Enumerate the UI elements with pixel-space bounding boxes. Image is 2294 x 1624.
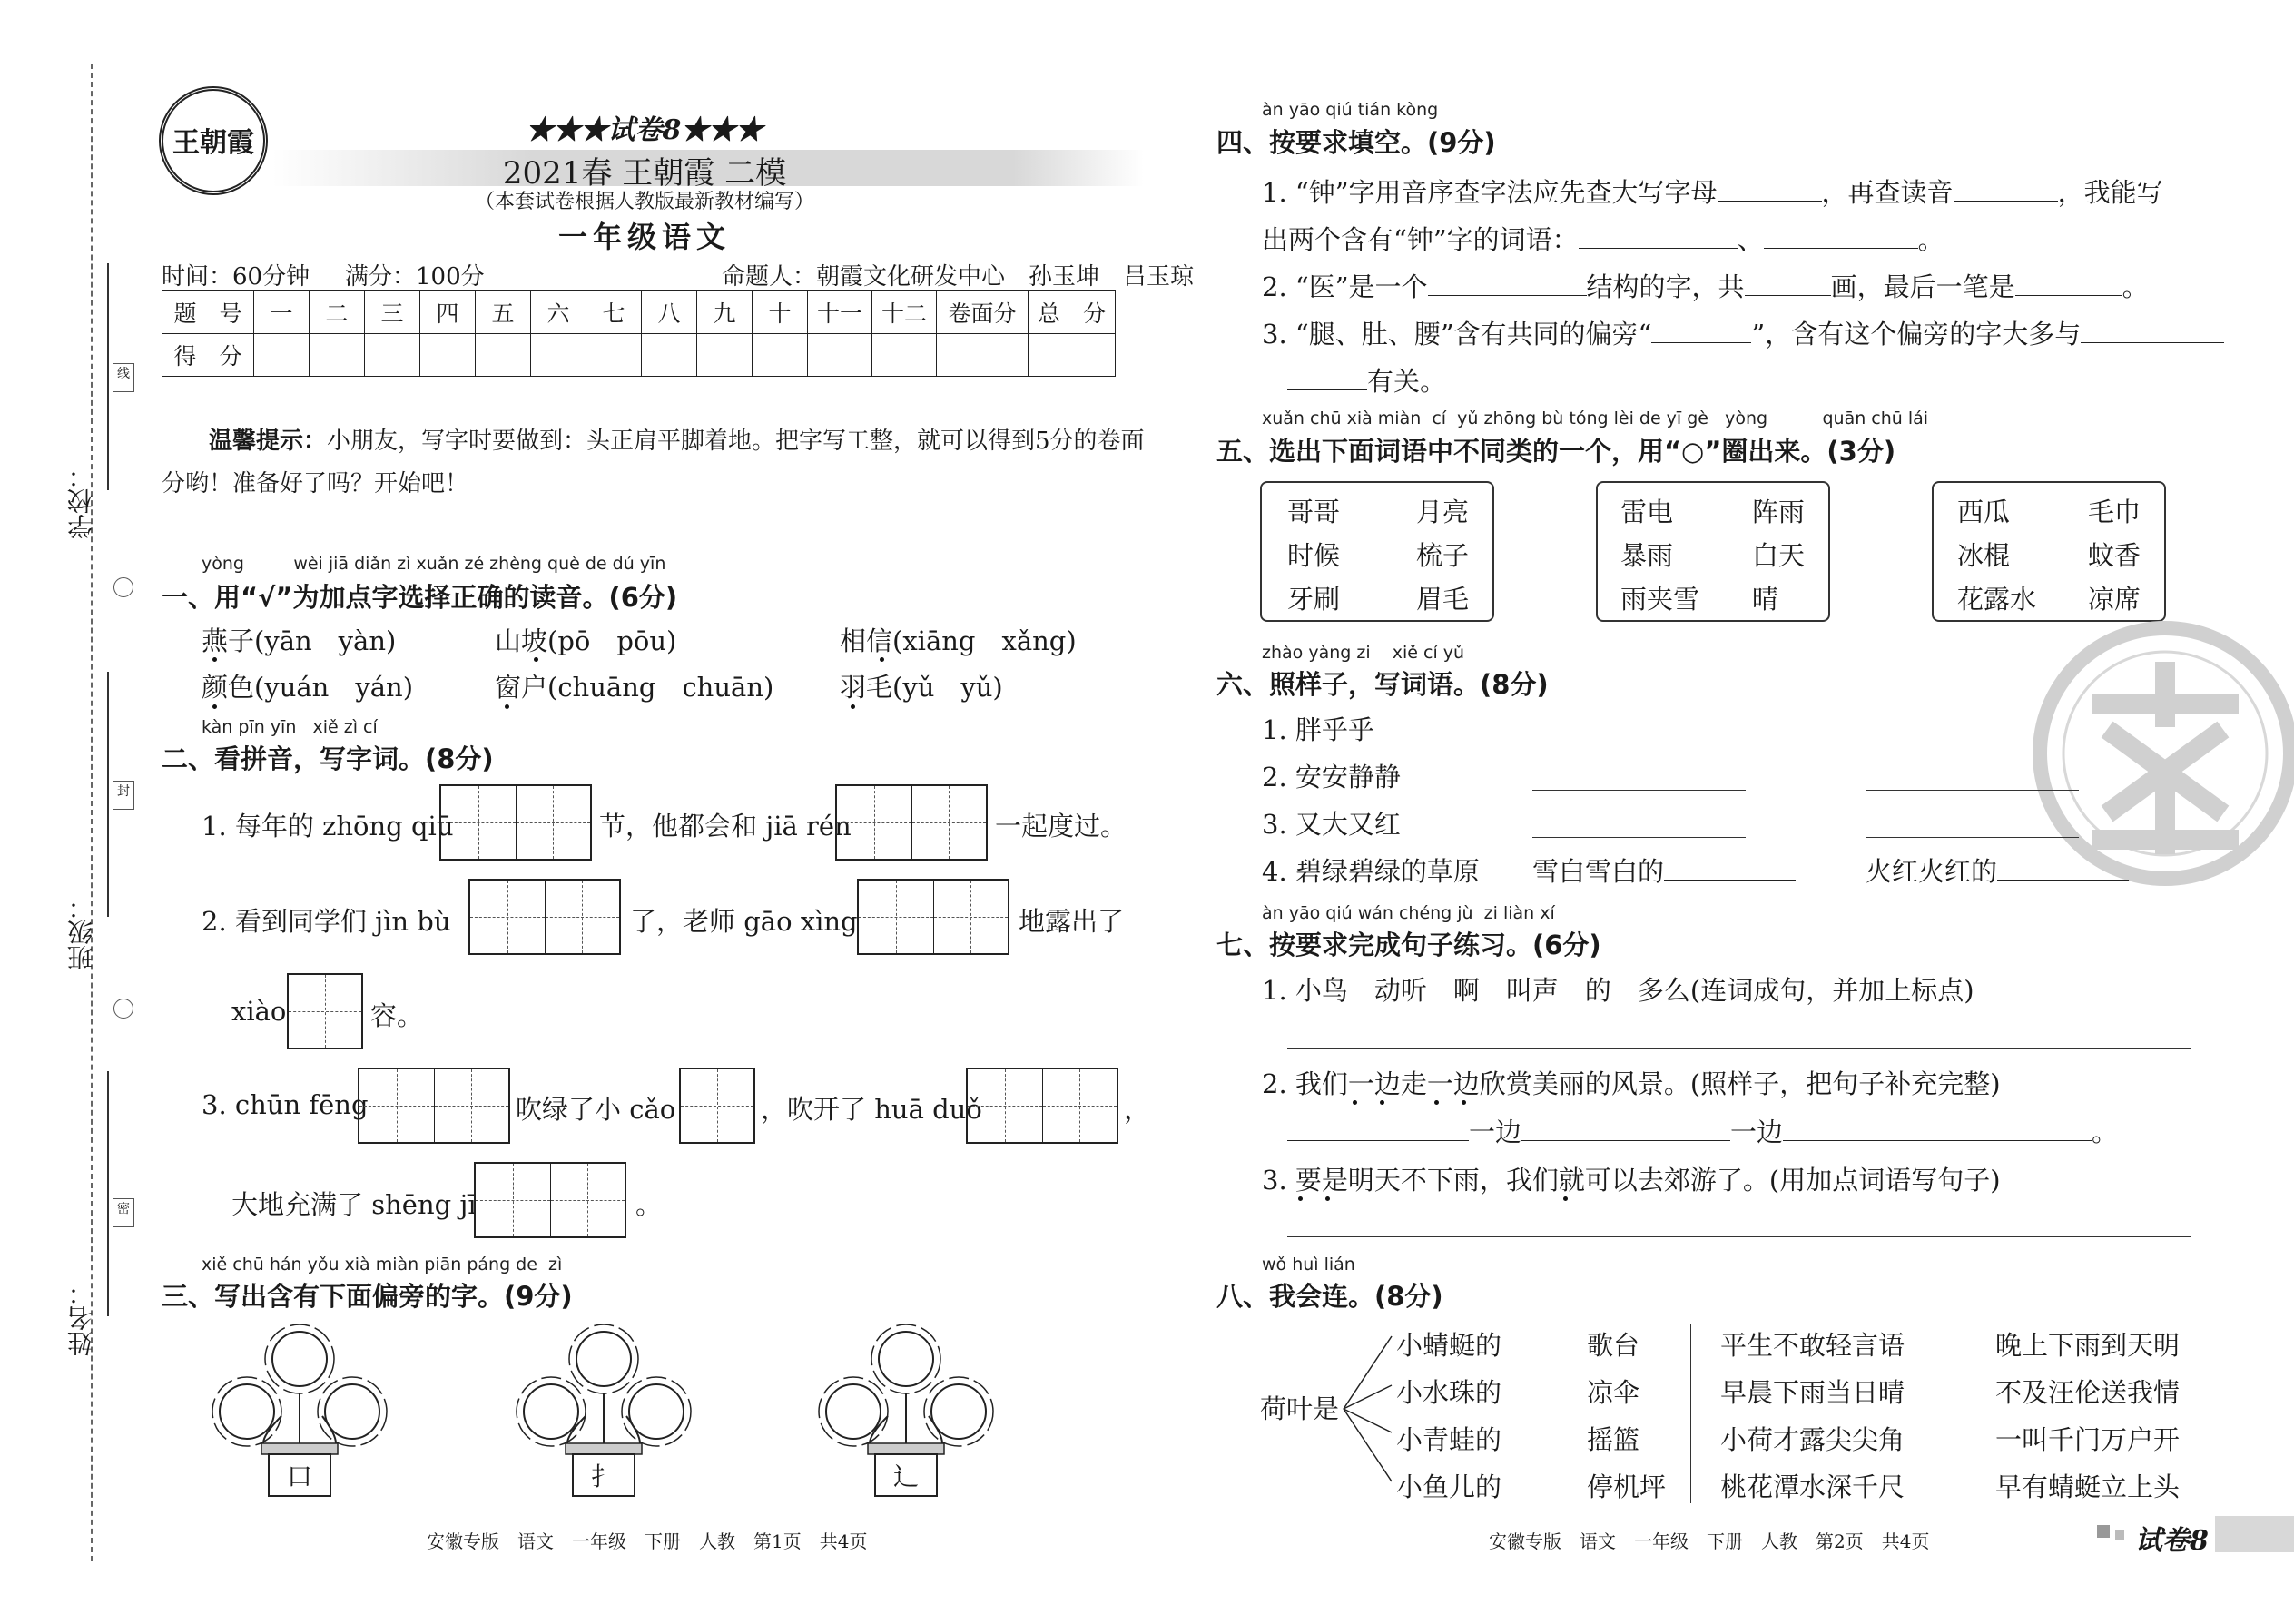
s7-q2: 2. 我们一边走一边欣赏美丽的风景。(照样子，把句子补充完整): [1262, 1068, 2001, 1099]
s4-pinyin: àn yāo qiú tián kòng: [1262, 100, 1439, 120]
footer-square-icon: [2097, 1525, 2110, 1538]
flower-pot: [504, 1321, 704, 1502]
score-header: 四: [420, 291, 476, 334]
s6-item: 3. 又大又红: [1262, 809, 1401, 840]
score-header: 卷面分: [937, 291, 1029, 334]
word-option[interactable]: 花露水: [1957, 584, 2037, 615]
binding-mark-xian: 线: [113, 363, 134, 392]
s8-left-item[interactable]: 小蜻蜓的: [1396, 1330, 1502, 1361]
s1-item: 窗户(chuāng chuān): [495, 672, 774, 703]
s6-pinyin: zhào yàng zi xiě cí yǔ: [1262, 643, 1465, 663]
writing-grid[interactable]: [287, 973, 363, 1049]
s1-pinyin: yòng wèi jiā diǎn zì xuǎn zé zhèng què de dú yīn: [202, 554, 666, 574]
time-info: 时间：60分钟: [162, 263, 310, 290]
writing-grid[interactable]: [679, 1068, 755, 1144]
paper-label: ★★★试卷8★★★: [526, 114, 763, 146]
s8-poem-item[interactable]: 不及汪伦送我情: [1995, 1377, 2181, 1408]
s2-q1-text: 1. 每年的 zhōng qiū: [202, 811, 454, 842]
score-header: 总 分: [1029, 291, 1116, 334]
answer-blank[interactable]: [1579, 221, 1738, 249]
emphasis-dot: [1298, 1196, 1303, 1201]
emphasis-dot: [212, 704, 217, 709]
answer-blank[interactable]: [1521, 1113, 1730, 1141]
s1-title: 一、用“√”为加点字选择正确的读音。(6分): [162, 582, 678, 613]
s2-q2-text: xiào: [231, 996, 287, 1027]
s8-mid-item[interactable]: 凉伞: [1587, 1377, 1640, 1408]
class-label: 班级：: [66, 894, 96, 970]
s8-poem-item[interactable]: 早有蜻蜓立上头: [1995, 1471, 2181, 1502]
answer-blank[interactable]: [1718, 173, 1822, 202]
school-underline: [107, 263, 109, 490]
s6-example: 火红火红的: [1866, 851, 2129, 889]
s6-item: 1. 胖乎乎: [1262, 714, 1374, 745]
emphasis-dot: [212, 657, 217, 662]
s4-q1: 1. “钟”字用音序查字法应先查大写字母 ，再查读音 ，我能写: [1262, 172, 2163, 210]
score-cell[interactable]: [1029, 334, 1116, 377]
connector-lines: [1342, 1325, 1396, 1498]
score-cell[interactable]: [697, 334, 753, 377]
score-cell[interactable]: [531, 334, 586, 377]
score-cell[interactable]: [476, 334, 531, 377]
s4-q3: 3. “腿、肚、腰”含有共同的偏旁“ ”，含有这个偏旁的字大多与: [1262, 314, 2224, 351]
emphasis-dot: [534, 657, 538, 662]
word-option[interactable]: 雷电: [1620, 497, 1674, 527]
name-underline: [107, 1071, 109, 1316]
s8-poem-item[interactable]: 平生不敢轻言语: [1720, 1330, 1905, 1361]
exam-subtitle: （本套试卷根据人教版最新教材编写）: [474, 191, 814, 213]
radical-label: 扌: [591, 1462, 617, 1491]
s8-left-item[interactable]: 小鱼儿的: [1396, 1471, 1502, 1502]
binding-hole-icon: [113, 577, 133, 597]
score-cell[interactable]: [254, 334, 310, 377]
answer-blank[interactable]: [1745, 268, 1831, 296]
s2-q3-text: 。: [635, 1189, 663, 1220]
binding-mark-mi: 密: [113, 1198, 134, 1227]
emphasis-dot: [880, 657, 884, 662]
s8-mid-item[interactable]: 歌台: [1587, 1330, 1640, 1361]
score-cell[interactable]: [420, 334, 476, 377]
writing-grid[interactable]: [857, 879, 1009, 955]
writing-grid[interactable]: [358, 1068, 510, 1144]
score-header: 一: [254, 291, 310, 334]
answer-blank[interactable]: [1287, 362, 1367, 390]
score-cell[interactable]: [642, 334, 697, 377]
binding-hole-icon: [113, 999, 133, 1019]
s5-title: 五、选出下面词语中不同类的一个，用“○”圈出来。(3分): [1216, 436, 1896, 467]
score-table: [162, 290, 1116, 377]
score-header: 五: [476, 291, 531, 334]
answer-line[interactable]: [1866, 837, 2079, 838]
logo-text: 王朝霞: [172, 127, 254, 159]
emphasis-dot: [1353, 1100, 1357, 1105]
s8-pinyin: wǒ huì lián: [1262, 1255, 1355, 1275]
s7-q1: 1. 小鸟 动听 啊 叫声 的 多么(连词成句，并加上标点): [1262, 975, 1974, 1006]
binding-mark-feng: 封: [113, 781, 134, 810]
s2-q3-text: 大地充满了 shēng jī: [231, 1189, 477, 1220]
s6-title: 六、照样子，写词语。(8分): [1216, 669, 1549, 700]
emphasis-dot: [851, 704, 855, 709]
radical-label: 口: [287, 1462, 313, 1491]
score-cell[interactable]: [937, 334, 1029, 377]
s8-title: 八、我会连。(8分): [1216, 1281, 1443, 1312]
word-option[interactable]: 阵雨: [1752, 497, 1806, 527]
class-underline: [107, 672, 109, 917]
s3-pinyin: xiě chū hán yǒu xià miàn piān páng de zì: [202, 1255, 563, 1275]
exam-title: 2021春 王朝霞 二模: [502, 155, 787, 192]
school-label: 学校：: [66, 463, 96, 539]
score-cell[interactable]: [586, 334, 642, 377]
s2-q3-text: 3. chūn fēng: [202, 1089, 369, 1120]
s2-pinyin: kàn pīn yīn xiě zì cí: [202, 717, 378, 737]
answer-blank[interactable]: [1651, 315, 1751, 343]
answer-blank[interactable]: [1783, 1113, 2092, 1141]
word-option[interactable]: 梳子: [1416, 540, 1470, 571]
score-row-label: 得 分: [162, 334, 254, 377]
s4-q1-cont: 出两个含有“钟”字的词语： 、 。: [1262, 220, 1944, 257]
score-header: 题 号: [162, 291, 254, 334]
s3-title: 三、写出含有下面偏旁的字。(9分): [162, 1281, 573, 1312]
tip-line1: 温馨提示：小朋友，写字时要做到：头正肩平脚着地。把字写工整，就可以得到5分的卷面: [209, 428, 1145, 455]
answer-line[interactable]: [1287, 1048, 2191, 1049]
name-label: 姓名：: [66, 1280, 96, 1356]
s8-poem-item[interactable]: 早晨下雨当日晴: [1720, 1377, 1905, 1408]
s5-pinyin: xuǎn chū xià miàn cí yǔ zhōng bù tóng lèi de yī gè yòng quān chū lái: [1262, 408, 1929, 428]
flower-pot: [200, 1321, 399, 1502]
writing-grid[interactable]: [474, 1162, 626, 1238]
s2-q2-text: 2. 看到同学们 jìn bù: [202, 906, 451, 937]
score-header: 二: [310, 291, 365, 334]
word-option[interactable]: 白天: [1752, 540, 1806, 571]
s2-q3-text: ，: [1124, 1094, 1151, 1125]
s4-q2: 2. “医”是一个 结构的字，共 画，最后一笔是 。: [1262, 267, 2149, 304]
score-cell[interactable]: [753, 334, 808, 377]
footer-tab: [2215, 1516, 2294, 1552]
s1-item: 颜色(yuán yán): [202, 672, 414, 703]
footer-paper-tag: 试卷8: [2135, 1525, 2209, 1557]
score-header: 六: [531, 291, 586, 334]
word-option[interactable]: 凉席: [2088, 584, 2141, 615]
s8-left-item[interactable]: 小青蛙的: [1396, 1424, 1502, 1455]
word-option[interactable]: 时候: [1287, 540, 1341, 571]
word-option[interactable]: 哥哥: [1287, 497, 1341, 527]
word-option[interactable]: 牙刷: [1287, 584, 1341, 615]
word-option[interactable]: 西瓜: [1957, 497, 2011, 527]
s2-title: 二、看拼音，写字词。(8分): [162, 743, 494, 774]
answer-blank[interactable]: [1664, 852, 1796, 881]
answer-blank[interactable]: [2015, 268, 2122, 296]
score-cell[interactable]: [872, 334, 937, 377]
s8-left-item[interactable]: 小水珠的: [1396, 1377, 1502, 1408]
writing-grid[interactable]: [966, 1068, 1118, 1144]
tip-line2: 分哟！准备好了吗？开始吧！: [162, 470, 469, 497]
score-cell[interactable]: [808, 334, 872, 377]
score-header: 七: [586, 291, 642, 334]
s6-item: 2. 安安静静: [1262, 762, 1401, 792]
writing-grid[interactable]: [835, 784, 988, 861]
emphasis-dot: [505, 704, 509, 709]
s8-poem-item[interactable]: 晚上下雨到天明: [1995, 1330, 2181, 1361]
footer-left: 安徽专版 语文 一年级 下册 人教 第1页 共4页: [427, 1530, 868, 1552]
s8-poem-item[interactable]: 桃花潭水深千尺: [1720, 1471, 1905, 1502]
score-header: 三: [365, 291, 420, 334]
word-option[interactable]: 雨夹雪: [1620, 584, 1700, 615]
s7-q2-answer: 一边 一边 。: [1287, 1112, 2118, 1149]
s8-poem-item[interactable]: 一叫千门万户开: [1995, 1424, 2181, 1455]
s1-item: 相信(xiāng xǎng): [840, 625, 1077, 656]
s7-pinyin: àn yāo qiú wán chéng jù zi liàn xí: [1262, 903, 1555, 923]
word-option[interactable]: 毛巾: [2088, 497, 2141, 527]
emphasis-dot: [1325, 1196, 1330, 1201]
s4-q3-cont: 有关。: [1287, 361, 1446, 399]
answer-line[interactable]: [1532, 790, 1746, 791]
s8-poem-item[interactable]: 小荷才露尖尖角: [1720, 1424, 1905, 1455]
score-header: 八: [642, 291, 697, 334]
radical-label: 辶: [893, 1462, 920, 1491]
score-cell[interactable]: [365, 334, 420, 377]
word-option[interactable]: 月亮: [1416, 497, 1470, 527]
emphasis-dot: [1462, 1100, 1466, 1105]
authors-info: 命题人：朝霞文化研发中心 孙玉坤 吕玉琼: [722, 263, 1195, 290]
s1-item: 羽毛(yǔ yǔ): [840, 672, 1003, 703]
s2-q1-text: 节，他都会和 jiā rén: [599, 811, 852, 842]
answer-line[interactable]: [1866, 790, 2079, 791]
s6-item: 4. 碧绿碧绿的草原: [1262, 856, 1480, 887]
score-header: 十二: [872, 291, 937, 334]
s2-q2-text: 地露出了: [1019, 906, 1125, 937]
score-cell[interactable]: [310, 334, 365, 377]
word-option[interactable]: 冰棍: [1957, 540, 2011, 571]
answer-line[interactable]: [1532, 837, 1746, 838]
s2-q1-text: 一起度过。: [995, 811, 1127, 842]
footer-square-icon: [2115, 1530, 2124, 1540]
score-header: 十: [753, 291, 808, 334]
answer-blank[interactable]: [1764, 221, 1918, 249]
subject-title: 一年级语文: [557, 220, 731, 254]
s8-mid-item[interactable]: 摇篮: [1587, 1424, 1640, 1455]
answer-blank[interactable]: [1954, 173, 2058, 202]
s8-mid-item[interactable]: 停机坪: [1587, 1471, 1667, 1502]
s2-q2-text: 容。: [370, 1000, 424, 1031]
word-option[interactable]: 暴雨: [1620, 540, 1674, 571]
s8-center: 荷叶是: [1260, 1393, 1340, 1424]
s2-q2-text: 了，老师 gāo xìng: [630, 906, 858, 937]
writing-grid[interactable]: [439, 784, 592, 861]
footer-right: 安徽专版 语文 一年级 下册 人教 第2页 共4页: [1489, 1530, 1930, 1552]
s1-item: 山坡(pō pōu): [495, 625, 677, 656]
s7-title: 七、按要求完成句子练习。(6分): [1216, 930, 1601, 960]
score-header: 九: [697, 291, 753, 334]
emphasis-dot: [1563, 1196, 1568, 1201]
secret-watermark-icon: [2029, 617, 2294, 890]
s7-q3: 3. 要是明天不下雨，我们就可以去郊游了。(用加点词语写句子): [1262, 1165, 2001, 1196]
answer-blank[interactable]: [1428, 268, 1587, 296]
s6-example: 雪白雪白的: [1532, 851, 1796, 889]
answer-line[interactable]: [1287, 1236, 2191, 1237]
writing-grid[interactable]: [468, 879, 621, 955]
word-option[interactable]: 眉毛: [1416, 584, 1470, 615]
word-option[interactable]: 晴: [1752, 584, 1779, 615]
emphasis-dot: [1380, 1100, 1384, 1105]
s2-q3-text: 吹绿了小 cǎo: [516, 1094, 676, 1125]
word-option[interactable]: 蚊香: [2088, 540, 2141, 571]
full-score-info: 满分：100分: [345, 263, 485, 290]
s1-item: 燕子(yān yàn): [202, 625, 397, 656]
s4-title: 四、按要求填空。(9分): [1216, 127, 1496, 158]
flower-pot: [806, 1321, 1006, 1502]
score-header: 十一: [808, 291, 872, 334]
answer-blank[interactable]: [1287, 1113, 1469, 1141]
s2-q3-text: ，吹开了 huā duǒ: [761, 1094, 982, 1125]
answer-blank[interactable]: [1997, 852, 2129, 881]
emphasis-dot: [1434, 1100, 1439, 1105]
answer-blank[interactable]: [2081, 315, 2224, 343]
column-divider: [1690, 1324, 1691, 1503]
